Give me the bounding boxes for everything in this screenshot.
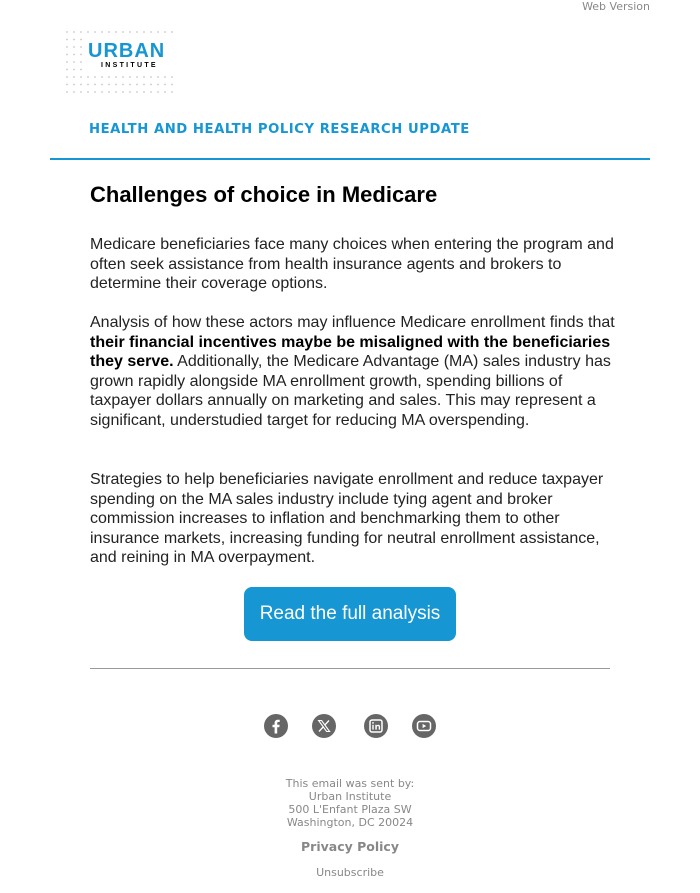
logo-subtitle: INSTITUTE	[101, 62, 158, 69]
youtube-icon[interactable]	[412, 714, 436, 738]
newsletter-title: HEALTH AND HEALTH POLICY RESEARCH UPDATE	[89, 122, 470, 137]
logo-wordmark: URBAN	[88, 40, 166, 62]
address-line-2: Washington, DC 20024	[286, 816, 414, 829]
article-headline: Challenges of choice in Medicare	[90, 182, 438, 207]
linkedin-icon[interactable]	[364, 714, 388, 738]
article-paragraph-1: Medicare beneficiaries face many choices when entering the program and often seek assistance from health insurance agents and brokers to determine their coverage options.	[90, 236, 614, 292]
address-line-1: 500 L'Enfant Plaza SW	[288, 803, 412, 816]
x-twitter-icon[interactable]	[312, 714, 336, 738]
facebook-icon[interactable]	[264, 714, 288, 738]
urban-institute-logo	[65, 30, 180, 94]
article-paragraph-2	[90, 313, 615, 430]
paragraph-2-rest: Additionally, the Medicare Advantage (MA) sales industry has grown rapidly alongside MA enrollment growth, spending billions of taxpayer dollars annually on marketing and sales. This may represent a significant, understudied target for reducing MA overspending.	[90, 353, 611, 429]
article-paragraph-3: Strategies to help beneficiaries navigate enrollment and reduce taxpayer spending on the MA sales industry include tying agent and broker commission increases to inflation and benchmarking them to other insurance markets, increasing funding for neutral enrollment assistance, and reining in MA overpayment.	[90, 471, 604, 566]
privacy-policy-link[interactable]: Privacy Policy	[301, 839, 399, 854]
web-version-link[interactable]: Web Version	[582, 0, 650, 13]
unsubscribe-link[interactable]: Unsubscribe	[316, 866, 384, 879]
footer-address-block	[0, 777, 700, 829]
read-full-analysis-button[interactable]: Read the full analysis	[244, 587, 456, 641]
content-divider	[90, 668, 610, 669]
sent-by-label: This email was sent by:	[285, 777, 415, 790]
header-divider	[50, 158, 650, 160]
paragraph-2-intro: Analysis of how these actors may influence Medicare enrollment finds that	[90, 314, 615, 331]
org-name: Urban Institute	[308, 790, 392, 803]
paragraph-2-emphasis: their financial incentives maybe be misaligned with the beneficiaries they serve.	[90, 333, 611, 370]
